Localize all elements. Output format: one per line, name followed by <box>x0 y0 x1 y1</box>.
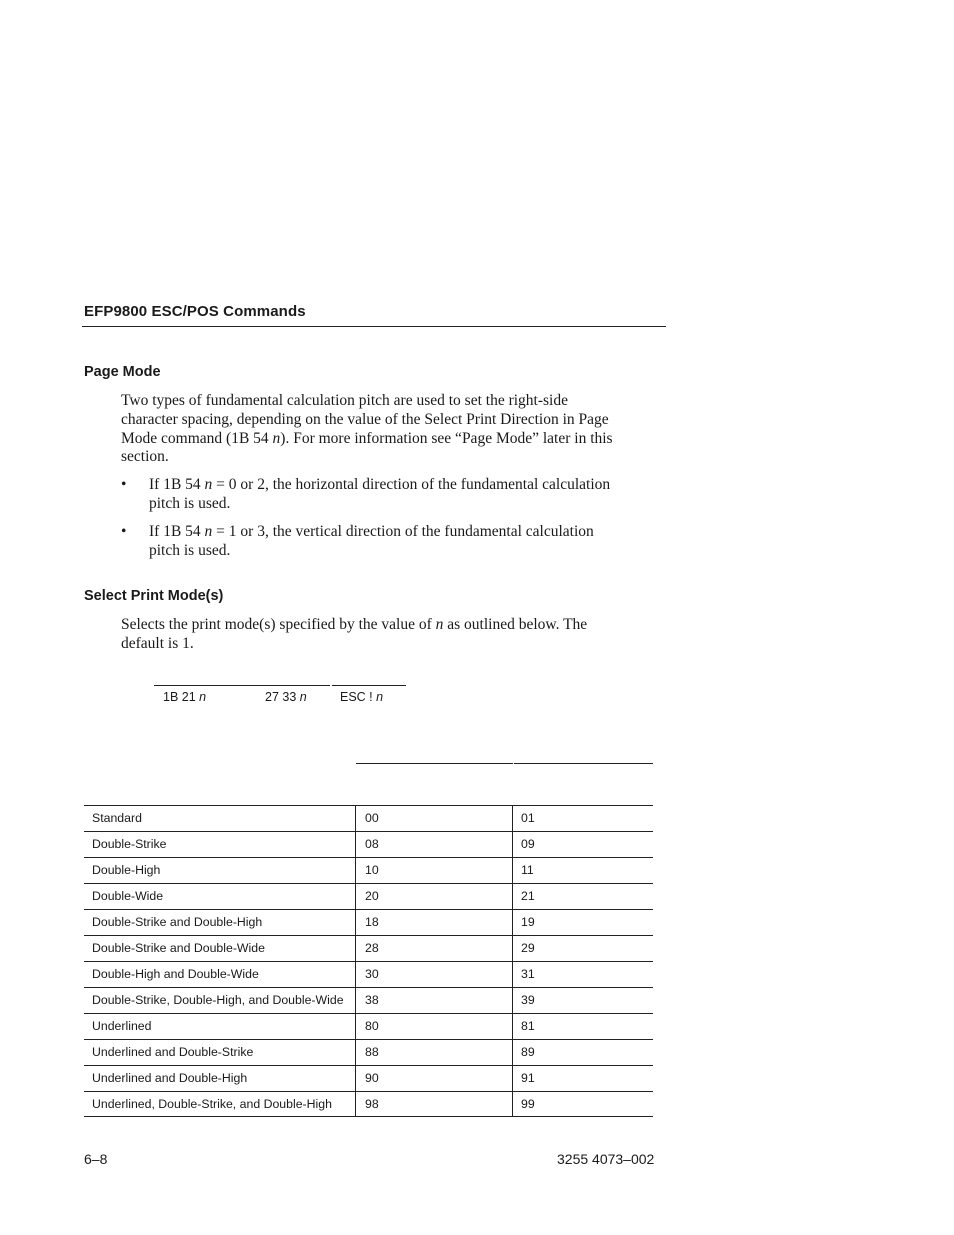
page-mode-line-1: Two types of fundamental calculation pitch are used to set the right-side <box>121 392 568 409</box>
table-row <box>84 857 653 883</box>
select-print-heading: Select Print Mode(s) <box>84 588 224 604</box>
running-head: EFP9800 ESC/POS Commands <box>84 303 306 320</box>
param-n: n <box>272 429 281 447</box>
command-rule-left <box>154 685 330 686</box>
table-row <box>84 935 653 961</box>
param-n: n <box>199 690 207 704</box>
value-cell-a: 10 <box>356 858 513 883</box>
value-cell-a: 88 <box>356 1040 513 1065</box>
value-cell-b: 19 <box>521 915 535 929</box>
text-run: as outlined below. The <box>443 616 588 633</box>
table-row <box>84 909 653 935</box>
value-cell-b: 39 <box>521 993 535 1007</box>
text-run: ESC ! <box>340 690 377 704</box>
bullet-2-line-1 <box>149 523 659 542</box>
text-run: = 0 or 2, the horizontal direction of the fundamental calculation <box>212 476 611 493</box>
bullet-icon: • <box>121 476 127 493</box>
value-cell-b: 31 <box>521 967 535 981</box>
mode-name-cell: Underlined and Double-Strike <box>84 1040 356 1065</box>
bullet-icon: • <box>121 523 127 540</box>
table-row <box>84 1013 653 1039</box>
mode-name-cell: Standard <box>84 806 356 831</box>
mode-name-cell: Double-Strike and Double-High <box>84 910 356 935</box>
value-cell-a: 80 <box>356 1014 513 1039</box>
text-run: If 1B 54 <box>149 476 205 493</box>
value-cell-a: 08 <box>356 832 513 857</box>
bullet-1-line-1 <box>149 476 659 495</box>
text-run: = 1 or 3, the vertical direction of the fundamental calculation <box>212 523 594 540</box>
mode-name-cell: Underlined, Double-Strike, and Double-High <box>84 1092 356 1116</box>
param-n: n <box>435 616 444 633</box>
text-run: ). For more information see “Page Mode” later in this <box>280 429 613 447</box>
value-cell-a: 28 <box>356 936 513 961</box>
bullet-2-line-2: pitch is used. <box>149 541 231 559</box>
mode-name-cell: Double-High <box>84 858 356 883</box>
page-mode-line-2: character spacing, depending on the value of the Select Print Direction in Page <box>121 410 609 428</box>
value-cell-b: 99 <box>521 1097 535 1111</box>
page-mode-line-3 <box>121 430 661 449</box>
mode-name-cell: Double-High and Double-Wide <box>84 962 356 987</box>
param-n: n <box>376 690 384 704</box>
value-cell-a: 18 <box>356 910 513 935</box>
page-number: 6–8 <box>84 1151 108 1167</box>
table-row <box>84 805 653 831</box>
value-cell-a: 38 <box>356 988 513 1013</box>
command-decimal <box>265 690 307 704</box>
page-mode-paragraph <box>121 392 661 467</box>
text-run: Mode command (1B 54 <box>121 429 273 447</box>
column-header-rule-2 <box>356 763 513 764</box>
value-cell-a: 20 <box>356 884 513 909</box>
table-row <box>84 987 653 1013</box>
header-rule <box>82 326 666 327</box>
value-cell-b: 91 <box>521 1071 535 1085</box>
document-number: 3255 4073–002 <box>557 1151 655 1167</box>
mode-name-cell: Double-Strike, Double-High, and Double-Wide <box>84 988 356 1013</box>
text-run: If 1B 54 <box>149 523 205 540</box>
select-print-line-1 <box>121 616 661 635</box>
param-n: n <box>299 690 307 704</box>
command-ascii <box>340 690 383 704</box>
page-mode-line-4: section. <box>121 448 169 466</box>
text-run: 27 33 <box>265 690 300 704</box>
select-print-line-2: default is 1. <box>121 634 194 652</box>
value-cell-b: 29 <box>521 941 535 955</box>
print-mode-table <box>84 805 653 1117</box>
bullet-1-line-2: pitch is used. <box>149 494 231 512</box>
value-cell-b: 09 <box>521 837 535 851</box>
text-run: 1B 21 <box>163 690 200 704</box>
mode-name-cell: Underlined <box>84 1014 356 1039</box>
value-cell-b: 81 <box>521 1019 535 1033</box>
value-cell-b: 11 <box>521 863 534 877</box>
table-row <box>84 1091 653 1117</box>
table-row <box>84 831 653 857</box>
column-header-rule-3 <box>514 763 653 764</box>
value-cell-b: 01 <box>521 811 535 825</box>
param-n: n <box>204 476 213 493</box>
table-row <box>84 961 653 987</box>
text-run: Selects the print mode(s) specified by the value of <box>121 616 436 633</box>
value-cell-b: 21 <box>521 889 535 903</box>
mode-name-cell: Double-Wide <box>84 884 356 909</box>
table-row <box>84 1039 653 1065</box>
value-cell-b: 89 <box>521 1045 535 1059</box>
param-n: n <box>204 523 213 540</box>
select-print-paragraph <box>121 616 661 654</box>
value-cell-a: 30 <box>356 962 513 987</box>
page-mode-heading: Page Mode <box>84 364 161 380</box>
mode-name-cell: Underlined and Double-High <box>84 1066 356 1091</box>
value-cell-a: 00 <box>356 806 513 831</box>
command-hex <box>163 690 206 704</box>
mode-name-cell: Double-Strike and Double-Wide <box>84 936 356 961</box>
table-row <box>84 1065 653 1091</box>
value-cell-a: 90 <box>356 1066 513 1091</box>
mode-name-cell: Double-Strike <box>84 832 356 857</box>
table-row <box>84 883 653 909</box>
command-rule-right <box>332 685 406 686</box>
value-cell-a: 98 <box>356 1092 513 1116</box>
